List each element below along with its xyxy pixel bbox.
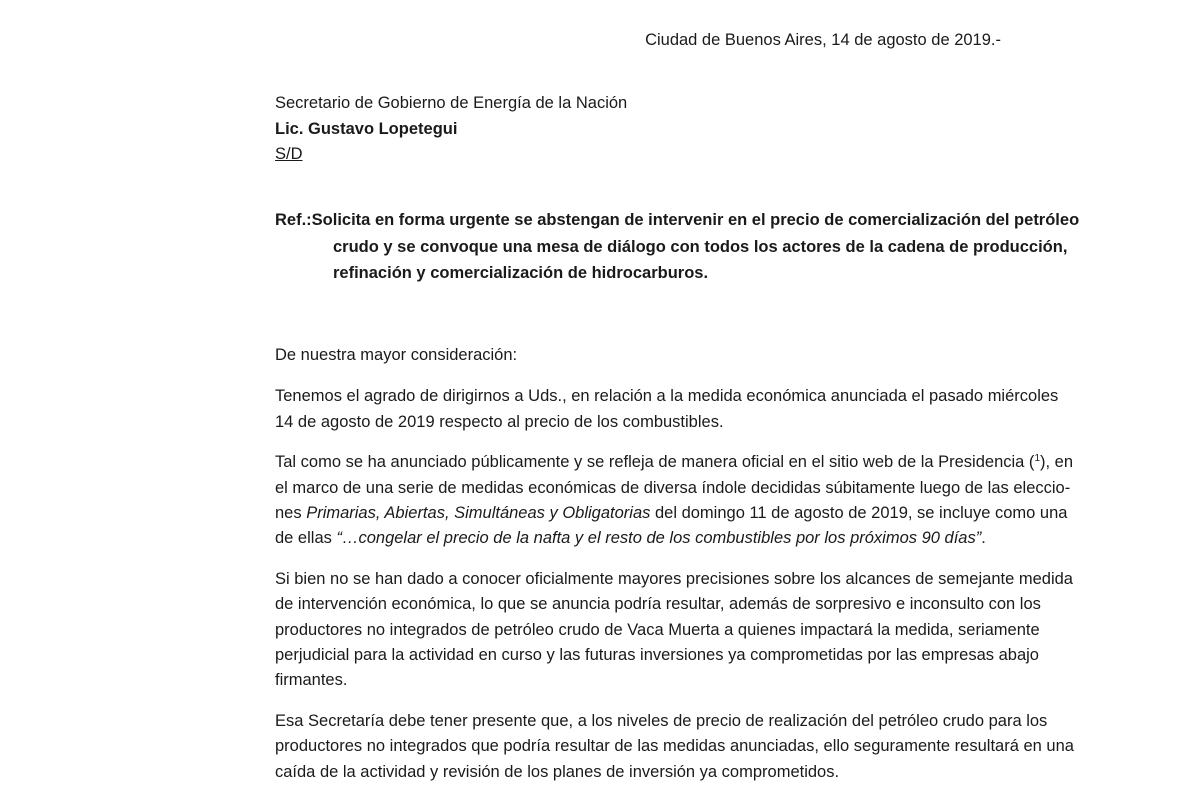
letter-body bbox=[275, 343, 1074, 800]
paragraph-3-line-4: perjudicial para la actividad en curso y las futuras inversiones ya comprometidas por las empresas abajo bbox=[275, 645, 1039, 664]
letter-page bbox=[275, 0, 1080, 800]
paragraph-4 bbox=[275, 709, 1074, 785]
paragraph-2-line-4-end: . bbox=[981, 529, 986, 548]
paragraph-3 bbox=[275, 567, 1073, 693]
paragraph-1 bbox=[275, 384, 1059, 435]
paragraph-3-line-2: de intervención económica, lo que se anuncia podría resultar, además de sorpresivo e inconsulto con los bbox=[275, 595, 1041, 614]
elections-name: Primarias, Abiertas, Simultáneas y Obligatorias bbox=[306, 503, 651, 522]
recipient-block bbox=[275, 91, 627, 168]
paragraph-2-line-3 bbox=[275, 501, 1068, 526]
reference-text-line-2: crudo y se convoque una mesa de diálogo con todos los actores de la cadena de producción, bbox=[333, 237, 1068, 256]
date-line: Ciudad de Buenos Aires, 14 de agosto de 2019.- bbox=[645, 31, 1001, 49]
footnote-marker: 1 bbox=[1034, 453, 1040, 465]
paragraph-2-line-4-start: de ellas bbox=[275, 529, 337, 548]
recipient-name: Lic. Gustavo Lopetegui bbox=[275, 119, 458, 138]
reference-text-line-1: Solicita en forma urgente se abstengan de intervenir en el precio de comercialización del petróleo bbox=[311, 211, 1080, 229]
paragraph-4-line-3: caída de la actividad y revisión de los planes de inversión ya comprometidos. bbox=[275, 762, 840, 781]
reference-label: Ref.: bbox=[275, 211, 312, 229]
paragraph-2-line-3-start: nes bbox=[275, 503, 307, 522]
paragraph-2-line-3-end: del domingo 11 de agosto de 2019, se incluye como una bbox=[650, 503, 1068, 522]
paragraph-1-line-2: 14 de agosto de 2019 respecto al precio de los combustibles. bbox=[275, 412, 724, 431]
reference-block bbox=[275, 207, 1080, 287]
paragraph-3-line-5: firmantes. bbox=[275, 671, 348, 690]
paragraph-2-line-2: el marco de una serie de medidas económicas de diversa índole decididas súbitamente luego de las eleccio- bbox=[275, 478, 1071, 497]
recipient-sd: S/D bbox=[275, 145, 303, 163]
paragraph-1-line-1: Tenemos el agrado de dirigirnos a Uds., en relación a la medida económica anunciada el pasado miércoles bbox=[275, 387, 1059, 406]
paragraph-2-line-1-end: ), en bbox=[1040, 453, 1074, 472]
salutation: De nuestra mayor consideración: bbox=[275, 346, 518, 364]
paragraph-2-line-1-text: Tal como se ha anunciado públicamente y se refleja de manera oficial en el sitio web de la Presidencia ( bbox=[275, 453, 1035, 472]
quoted-measure: “…congelar el precio de la nafta y el resto de los combustibles por los próximos 90 días” bbox=[336, 529, 982, 548]
paragraph-4-line-2: productores no integrados que podría resultar de las medidas anunciadas, ello seguramente resultará en una bbox=[275, 737, 1074, 756]
paragraph-2 bbox=[275, 450, 1074, 551]
reference-text-line-3: refinación y comercialización de hidrocarburos. bbox=[333, 264, 709, 282]
paragraph-2-line-1 bbox=[275, 450, 1074, 475]
paragraph-4-line-1: Esa Secretaría debe tener presente que, a los niveles de precio de realización del petróleo crudo para los bbox=[275, 712, 1048, 731]
reference-indented-text bbox=[275, 234, 1068, 287]
recipient-position: Secretario de Gobierno de Energía de la Nación bbox=[275, 94, 628, 112]
reference-first-line bbox=[275, 207, 1080, 234]
paragraph-3-line-1: Si bien no se han dado a conocer oficialmente mayores precisiones sobre los alcances de semejante medida bbox=[275, 570, 1073, 589]
paragraph-3-line-3: productores no integrados de petróleo crudo de Vaca Muerta a quienes impactará la medida, seriamente bbox=[275, 620, 1040, 639]
paragraph-2-line-4 bbox=[275, 526, 1001, 551]
